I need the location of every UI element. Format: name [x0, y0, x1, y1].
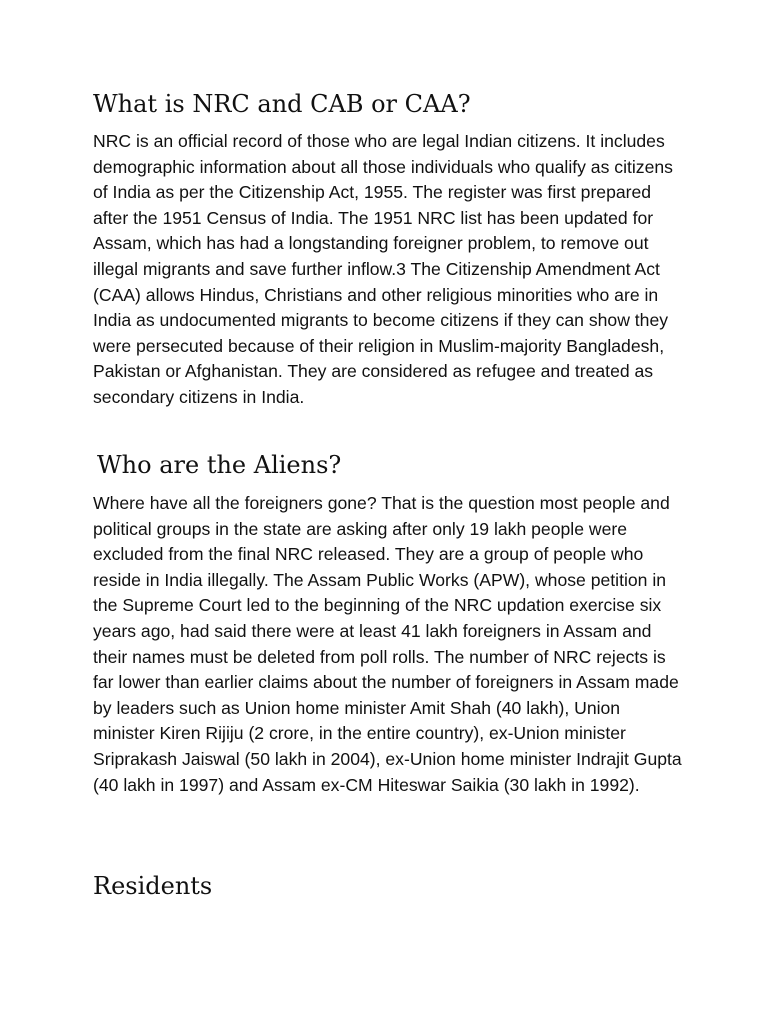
section-heading-residents: Residents: [93, 872, 213, 900]
section-heading-nrc-cab-caa: What is NRC and CAB or CAA?: [93, 90, 471, 118]
section-body-nrc-cab-caa: NRC is an official record of those who are legal Indian citizens. It includes demographic information about all those individuals who qualify as citizens of India as per the Citizenship Act, 1955. The register was first prepared after the 1951 Census of India. The 1951 NRC list has been updated for Assam, which has had a longstanding foreigner problem, to remove out illegal migrants and save further inflow.3 The Citizenship Amendment Act (CAA) allows Hindus, Christians and other religious minorities who are in India as undocumented migrants to become citizens if they can show they were persecuted because of their religion in Muslim-majority Bangladesh, Pakistan or Afghanistan. They are considered as refugee and treated as secondary citizens in India.: [93, 131, 673, 407]
section-heading-aliens: Who are the Aliens?: [97, 451, 342, 479]
section-body-aliens: Where have all the foreigners gone? That is the question most people and political groups in the state are asking after only 19 lakh people were excluded from the final NRC released. They are a group of people who reside in India illegally. The Assam Public Works (APW), whose petition in the Supreme Court led to the beginning of the NRC updation exercise six years ago, had said there were at least 41 lakh foreigners in Assam and their names must be deleted from poll rolls. The number of NRC rejects is far lower than earlier claims about the number of foreigners in Assam made by leaders such as Union home minister Amit Shah (40 lakh), Union minister Kiren Rijiju (2 crore, in the entire country), ex-Union minister Sriprakash Jaiswal (50 lakh in 2004), ex-Union home minister Indrajit Gupta (40 lakh in 1997) and Assam ex-CM Hiteswar Saikia (30 lakh in 1992).: [93, 493, 682, 795]
